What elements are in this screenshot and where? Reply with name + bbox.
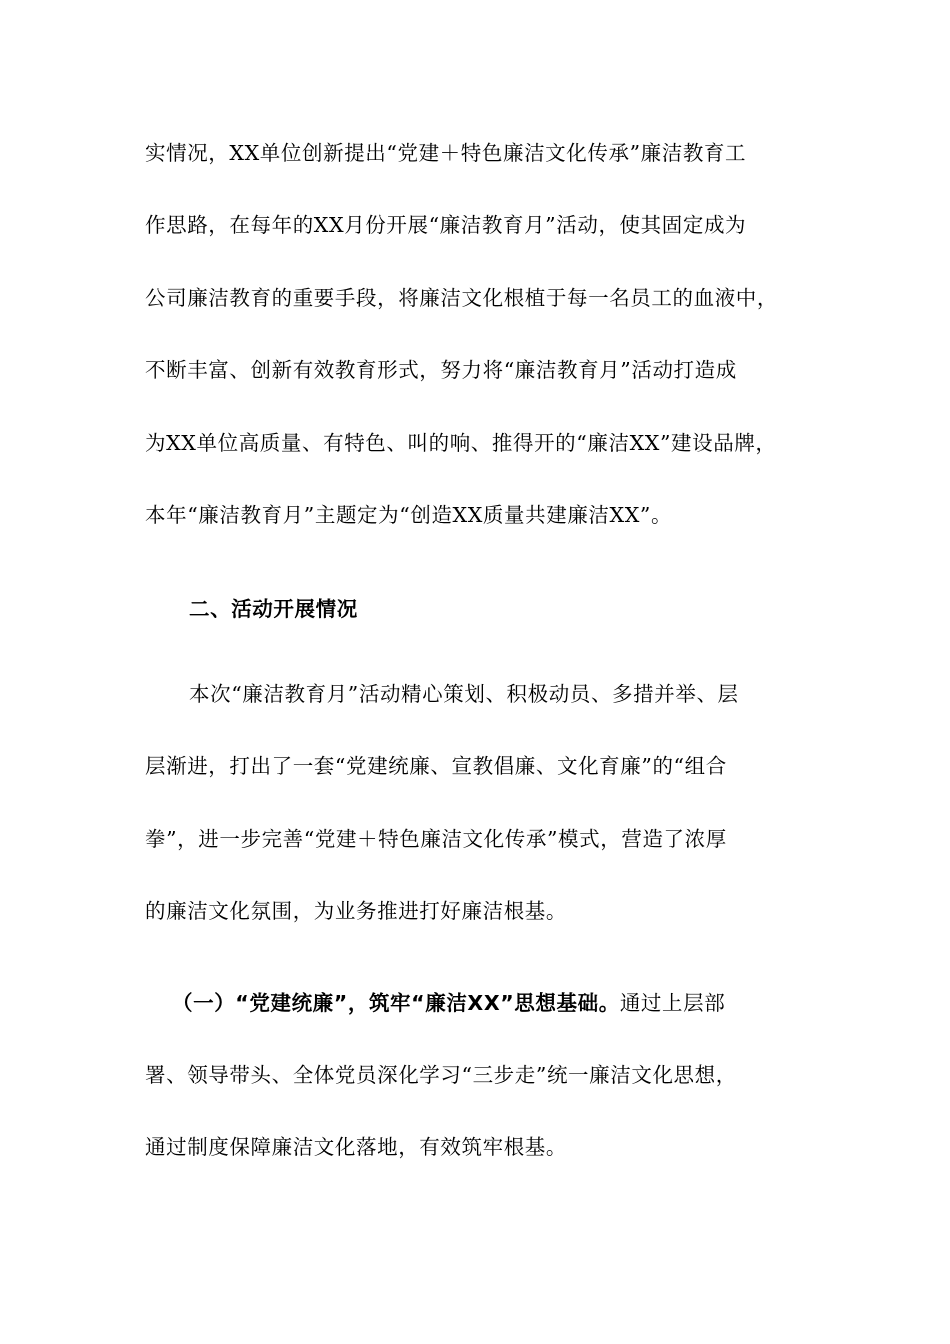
subsection-bold-lead: （一）“党建统廉”，筑牢“廉洁XX”思想基础。 xyxy=(172,991,620,1015)
paragraph-line: 层渐进，打出了一套“党建统廉、宣教倡廉、文化育廉”的“组合 xyxy=(145,754,727,778)
subsection-first-line xyxy=(172,989,725,1017)
paragraph-line: 的廉洁文化氛围，为业务推进打好廉洁根基。 xyxy=(145,899,567,923)
paragraph-line: 通过制度保障廉洁文化落地，有效筑牢根基。 xyxy=(145,1135,567,1159)
paragraph-line: 拳”，进一步完善“党建＋特色廉洁文化传承”模式，营造了浓厚 xyxy=(145,827,727,851)
subsection-lead-rest: 通过上层部 xyxy=(619,991,726,1015)
paragraph-line: 不断丰富、创新有效教育形式，努力将“廉洁教育月”活动打造成 xyxy=(145,358,737,382)
section-heading: 二、活动开展情况 xyxy=(189,597,358,621)
paragraph-line: 实情况，XX单位创新提出“党建＋特色廉洁文化传承”廉洁教育工 xyxy=(145,141,747,165)
paragraph-line: 为XX单位高质量、有特色、叫的响、推得开的“廉洁XX”建设品牌， xyxy=(145,431,777,455)
paragraph-line: 公司廉洁教育的重要手段，将廉洁文化根植于每一名员工的血液中， xyxy=(145,286,778,310)
paragraph-line: 作思路，在每年的XX月份开展“廉洁教育月”活动，使其固定成为 xyxy=(145,213,747,237)
paragraph-line: 本年“廉洁教育月”主题定为“创造XX质量共建廉洁XX”。 xyxy=(145,503,673,527)
paragraph-line: 本次“廉洁教育月”活动精心策划、积极动员、多措并举、层 xyxy=(189,682,739,706)
paragraph-line: 署、领导带头、全体党员深化学习“三步走”统一廉洁文化思想， xyxy=(145,1063,737,1087)
